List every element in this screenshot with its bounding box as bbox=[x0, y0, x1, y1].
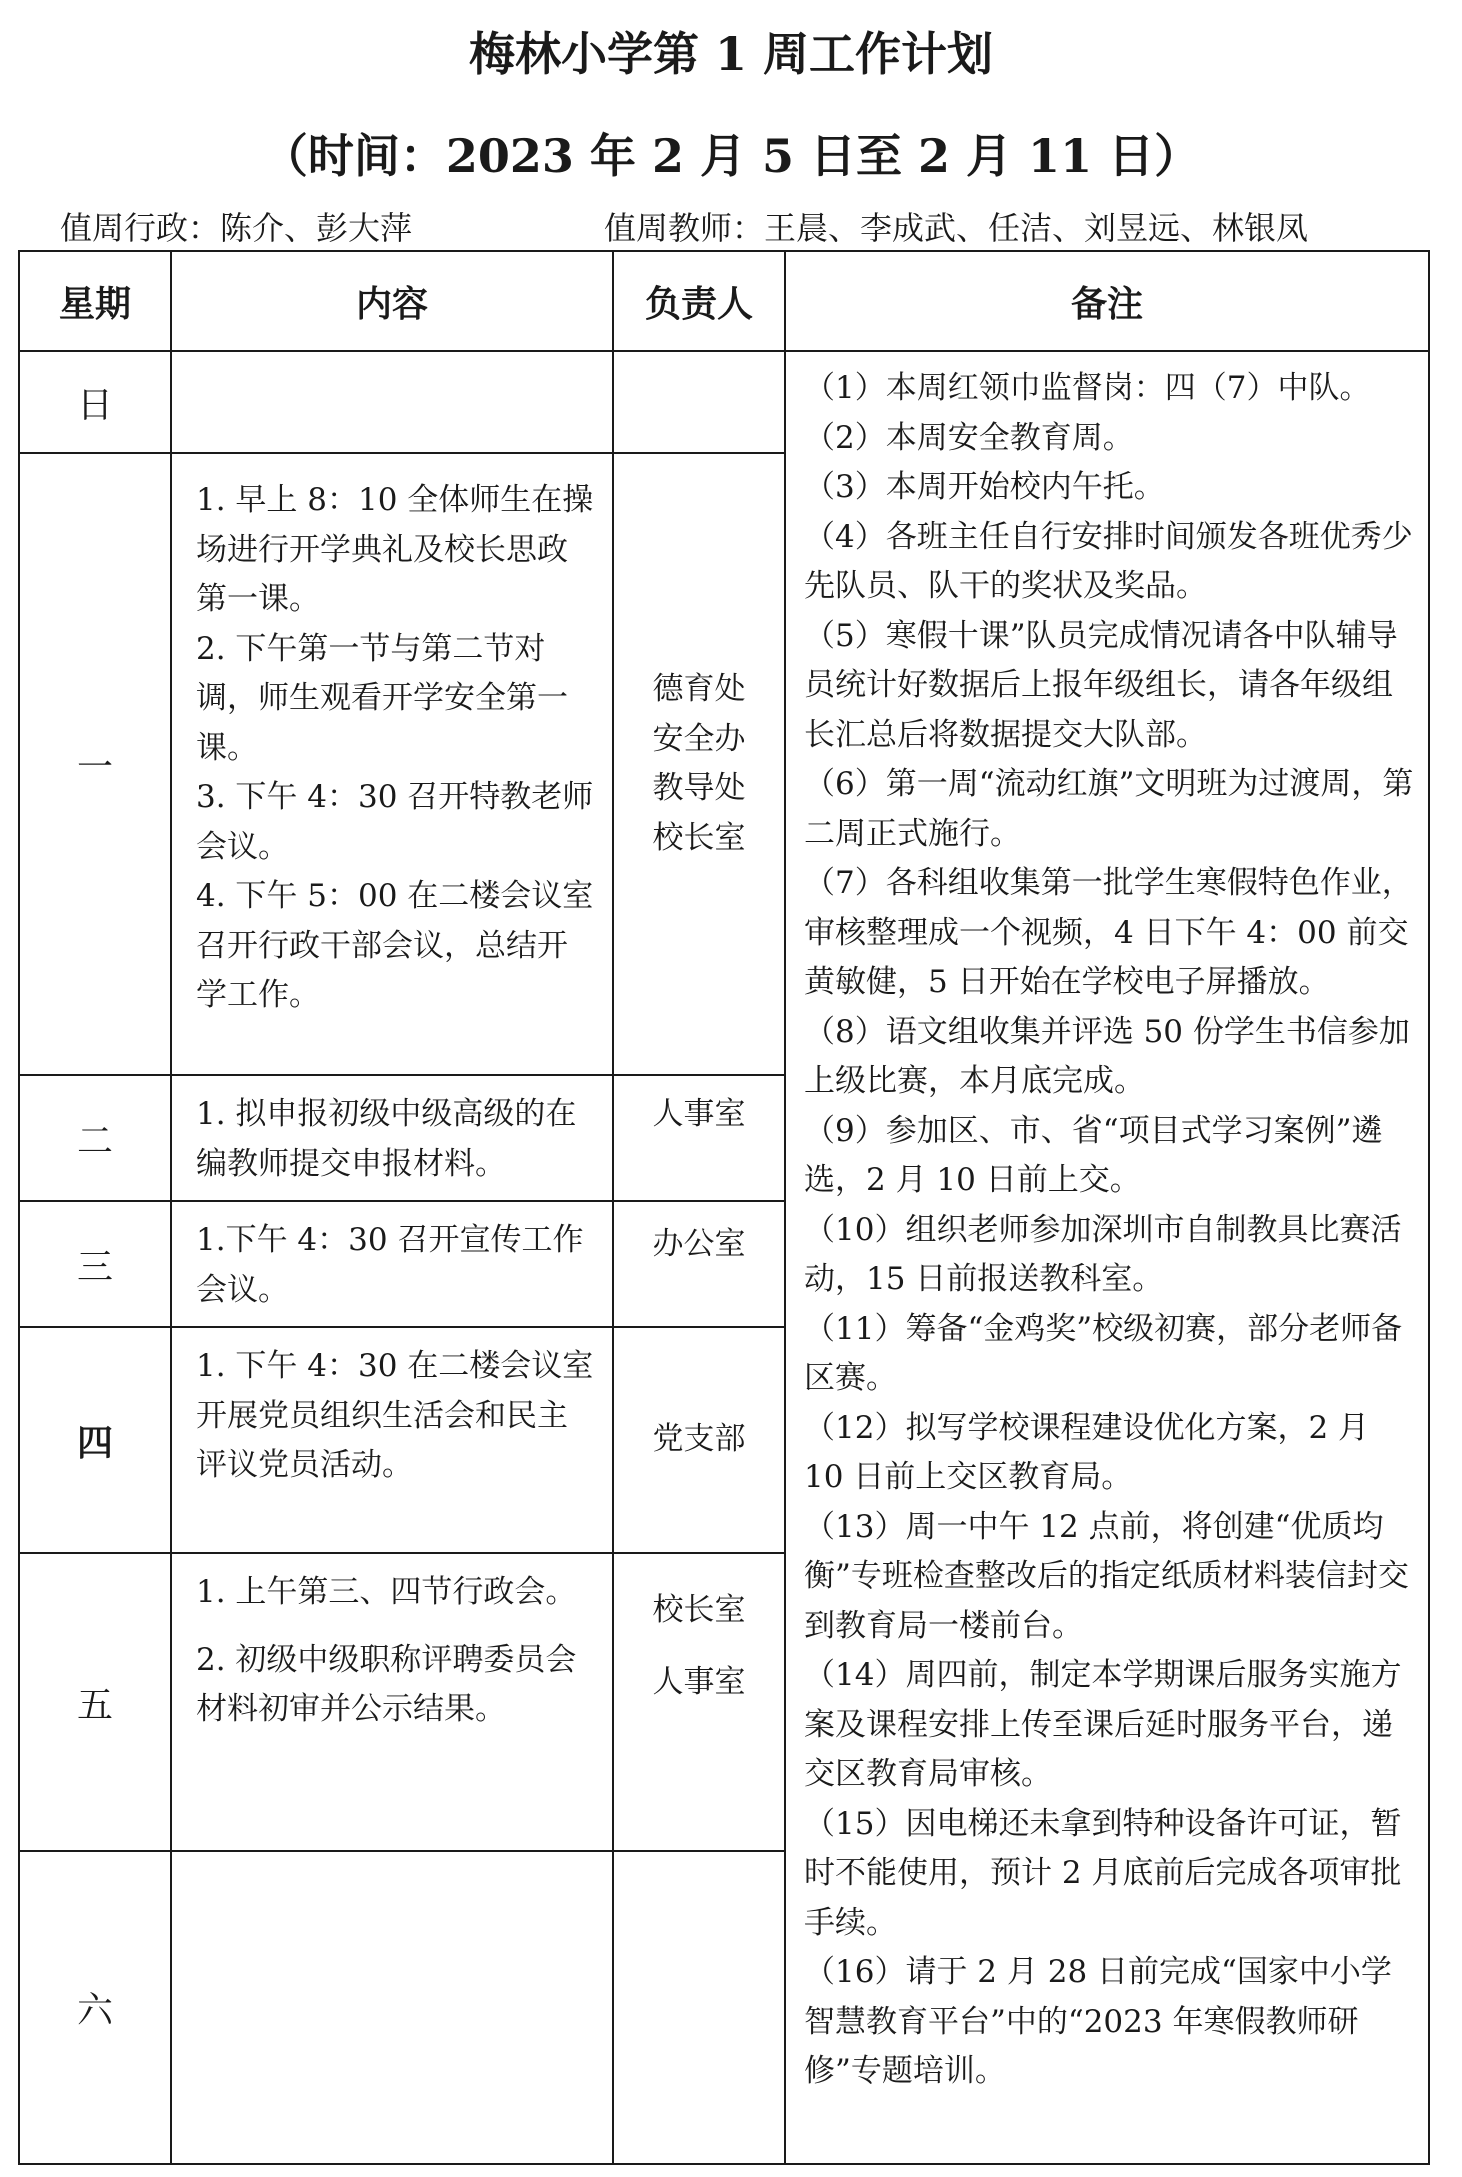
person-cell bbox=[613, 1553, 785, 1851]
header-weekday: 星期 bbox=[19, 251, 171, 351]
note-item: （14）周四前，制定本学期课后服务实施方案及课程安排上传至课后延时服务平台，递交区教育局审核。 bbox=[804, 1657, 1402, 1792]
person-name: 校长室 bbox=[652, 819, 746, 856]
day-cell: 二 bbox=[19, 1075, 171, 1201]
content-cell bbox=[171, 453, 613, 1075]
note-item: （5）寒假十课”队员完成情况请各中队辅导员统计好数据后上报年级组长，请各年级组长汇总后将数据提交大队部。 bbox=[804, 617, 1398, 753]
note-item: （4）各班主任自行安排时间颁发各班优秀少先队员、队干的奖状及奖品。 bbox=[804, 518, 1413, 604]
note-item: （10）组织老师参加深圳市自制教具比赛活动，15 日前报送教科室。 bbox=[804, 1211, 1402, 1297]
document-title: 梅林小学第 1 周工作计划 bbox=[468, 27, 994, 81]
day-cell: 三 bbox=[19, 1201, 171, 1327]
table-row bbox=[19, 351, 1429, 453]
day-cell: 四 bbox=[19, 1327, 171, 1553]
day-cell: 五 bbox=[19, 1553, 171, 1851]
content-item: 1. 早上 8：10 全体师生在操场进行开学典礼及校长思政第一课。 bbox=[196, 482, 594, 617]
note-item: （3）本周开始校内午托。 bbox=[804, 469, 1165, 505]
date-range: （时间：2023 年 2 月 5 日至 2 月 11 日） bbox=[261, 129, 1201, 183]
header-row bbox=[19, 251, 1429, 351]
person-name: 党支部 bbox=[652, 1421, 746, 1458]
content-item: 1. 上午第三、四节行政会。 bbox=[196, 1574, 577, 1610]
note-item: （15）因电梯还未拿到特种设备许可证，暂时不能使用，预计 2 月底前后完成各项审批手续。 bbox=[804, 1805, 1402, 1941]
header-content: 内容 bbox=[171, 251, 613, 351]
content-item: 3. 下午 4：30 召开特教老师会议。 bbox=[196, 779, 594, 865]
content-cell bbox=[171, 1327, 613, 1553]
day-cell: 一 bbox=[19, 453, 171, 1075]
person-name: 办公室 bbox=[652, 1226, 746, 1262]
day-cell: 日 bbox=[19, 351, 171, 453]
content-item: 1. 下午 4：30 在二楼会议室开展党员组织生活会和民主评议党员活动。 bbox=[196, 1348, 594, 1483]
note-item: （16）请于 2 月 28 日前完成“国家中小学智慧教育平台”中的“2023 年寒假教师研修”专题培训。 bbox=[804, 1954, 1392, 2089]
person-name: 教导处 bbox=[652, 770, 746, 806]
note-item: （13）周一中午 12 点前，将创建“优质均衡”专班检查整改后的指定纸质材料装信封交到教育局一楼前台。 bbox=[804, 1508, 1409, 1644]
person-cell bbox=[613, 1201, 785, 1327]
content-item: 2. 下午第一节与第二节对调，师生观看开学安全第一课。 bbox=[196, 630, 568, 766]
content-cell bbox=[171, 351, 613, 453]
person-cell bbox=[613, 453, 785, 1075]
person-cell bbox=[613, 1327, 785, 1553]
person-name: 安全办 bbox=[652, 720, 746, 757]
person-name: 校长室 bbox=[652, 1592, 746, 1628]
content-cell bbox=[171, 1553, 613, 1851]
content-item: 1. 拟申报初级中级高级的在编教师提交申报材料。 bbox=[196, 1096, 577, 1182]
content-cell bbox=[171, 1075, 613, 1201]
note-item: （6）第一周“流动红旗”文明班为过渡周，第二周正式施行。 bbox=[804, 766, 1414, 852]
content-cell bbox=[171, 1851, 613, 2164]
weekly-plan-table bbox=[18, 250, 1430, 2165]
note-item: （7）各科组收集第一批学生寒假特色作业，审核整理成一个视频，4 日下午 4：00 前交黄敏健，5 日开始在学校电子屏播放。 bbox=[804, 865, 1413, 1000]
content-item: 1.下午 4：30 召开宣传工作会议。 bbox=[196, 1222, 584, 1308]
person-name: 人事室 bbox=[652, 1096, 746, 1132]
content-cell bbox=[171, 1201, 613, 1327]
note-item: （12）拟写学校课程建设优化方案，2 月 10 日前上交区教育局。 bbox=[804, 1409, 1370, 1495]
note-item: （1）本周红领巾监督岗：四（7）中队。 bbox=[804, 370, 1371, 406]
person-name: 德育处 bbox=[652, 671, 746, 707]
person-cell bbox=[613, 1075, 785, 1201]
header-notes: 备注 bbox=[785, 251, 1429, 351]
content-item: 2. 初级中级职称评聘委员会材料初审并公示结果。 bbox=[196, 1641, 577, 1727]
note-item: （9）参加区、市、省“项目式学习案例”遴选，2 月 10 日前上交。 bbox=[804, 1112, 1383, 1198]
content-item: 4. 下午 5：00 在二楼会议室召开行政干部会议，总结开学工作。 bbox=[196, 878, 594, 1013]
day-cell: 六 bbox=[19, 1851, 171, 2164]
person-cell bbox=[613, 351, 785, 453]
duty-teachers: 值周教师：王晨、李成武、任洁、刘昱远、林银凤 bbox=[604, 209, 1309, 247]
duty-admin: 值周行政：陈介、彭大萍 bbox=[60, 209, 413, 247]
person-cell bbox=[613, 1851, 785, 2164]
notes-cell bbox=[785, 351, 1429, 2164]
note-item: （8）语文组收集并评选 50 份学生书信参加上级比赛，本月底完成。 bbox=[804, 1013, 1410, 1099]
note-item: （2）本周安全教育周。 bbox=[804, 419, 1134, 456]
header-person: 负责人 bbox=[613, 251, 785, 351]
note-item: （11）筹备“金鸡奖”校级初赛，部分老师备区赛。 bbox=[804, 1310, 1403, 1396]
person-name: 人事室 bbox=[652, 1664, 746, 1700]
